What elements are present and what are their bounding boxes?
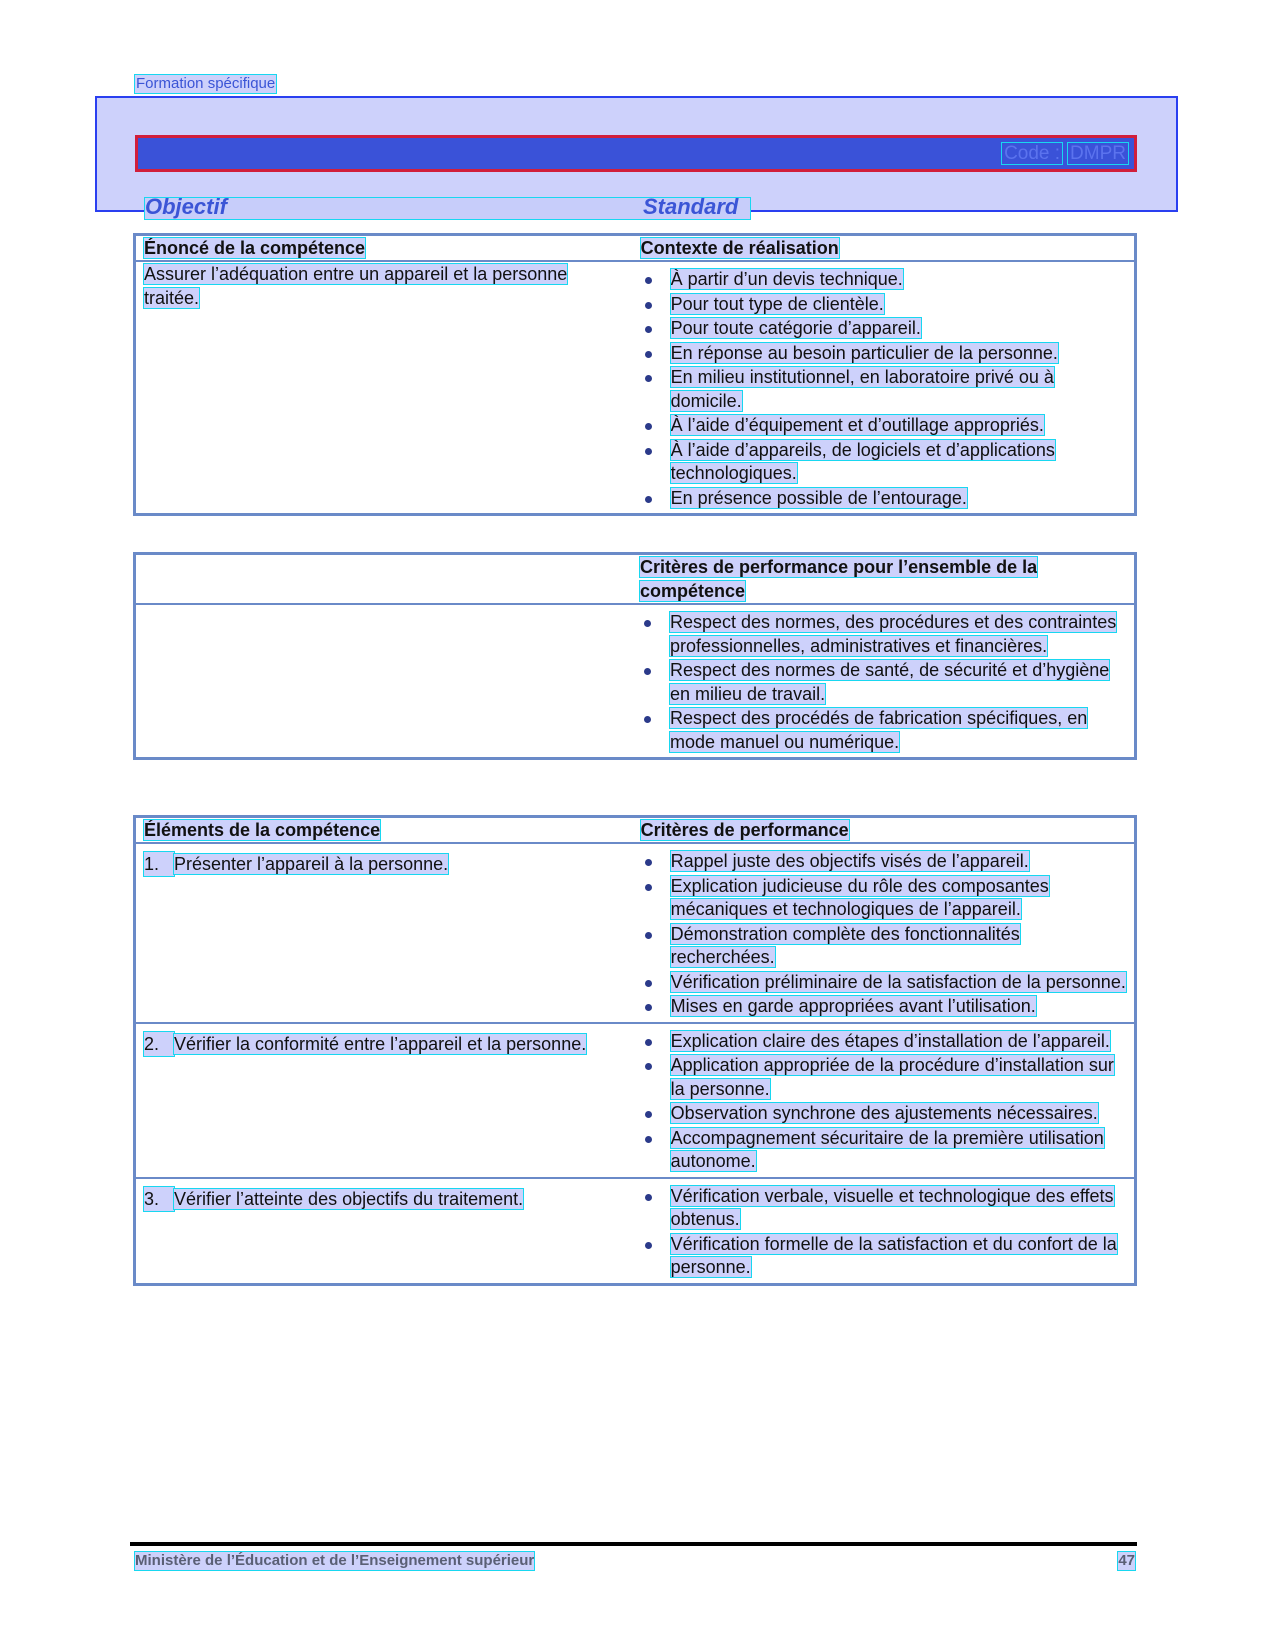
element-2-criteria <box>641 1024 1126 1177</box>
list-item: En présence possible de l’entourage. <box>641 487 1126 511</box>
bullet-icon <box>645 980 652 987</box>
list-item: Respect des normes de santé, de sécurité et d’hygiène en milieu de travail. <box>640 659 1126 706</box>
element-1: 1. Présenter l’appareil à la personne. <box>144 854 449 874</box>
bullet-icon <box>645 326 652 333</box>
standard-heading: Standard <box>643 194 739 219</box>
footer-publisher: Ministère de l’Éducation et de l’Enseignement supérieur <box>135 1552 535 1569</box>
bullet-icon <box>645 932 652 939</box>
bullet-icon <box>645 351 652 358</box>
bullet-icon <box>645 277 652 284</box>
bullet-icon <box>645 859 652 866</box>
competency-statement: Assurer l’adéquation entre un appareil et la personne traitée. <box>144 264 568 308</box>
global-criteria-table <box>133 552 1137 760</box>
list-item: Vérification préliminaire de la satisfaction de la personne. <box>641 971 1126 995</box>
competency-table <box>133 233 1137 516</box>
list-item: Accompagnement sécuritaire de la première utilisation autonome. <box>641 1127 1126 1174</box>
global-criteria-header: Critères de performance pour l’ensemble de la compétence <box>640 557 1038 601</box>
code-label: Code : <box>1004 143 1061 164</box>
bullet-icon <box>645 496 652 503</box>
global-criteria-list <box>640 605 1126 757</box>
table-row <box>135 604 1136 759</box>
list-item: Explication judicieuse du rôle des composantes mécaniques et technologiques de l’appareil. <box>641 875 1126 922</box>
bullet-icon <box>645 302 652 309</box>
bullet-icon <box>644 620 651 627</box>
list-item: Observation synchrone des ajustements nécessaires. <box>641 1102 1126 1126</box>
bullet-icon <box>645 1039 652 1046</box>
list-item: Explication claire des étapes d’installation de l’appareil. <box>641 1030 1126 1054</box>
bullet-icon <box>645 1063 652 1070</box>
list-item: Démonstration complète des fonctionnalités recherchées. <box>641 923 1126 970</box>
bullet-icon <box>645 1242 652 1249</box>
list-item: Respect des procédés de fabrication spécifiques, en mode manuel ou numérique. <box>640 707 1126 754</box>
bullet-icon <box>645 448 652 455</box>
footer-rule <box>130 1542 1137 1546</box>
bullet-icon <box>644 716 651 723</box>
table-row <box>135 1178 1136 1285</box>
list-item: Mises en garde appropriées avant l’utilisation. <box>641 995 1126 1019</box>
list-item: Application appropriée de la procédure d’installation sur la personne. <box>641 1054 1126 1101</box>
bullet-icon <box>645 1111 652 1118</box>
element-1-criteria <box>641 844 1126 1022</box>
table-header-row <box>135 235 1136 262</box>
list-item: Vérification formelle de la satisfaction et du confort de la personne. <box>641 1233 1126 1280</box>
bullet-icon <box>645 1194 652 1201</box>
statement-header: Énoncé de la compétence <box>144 238 366 258</box>
element-3: 3. Vérifier l’atteinte des objectifs du traitement. <box>144 1188 524 1209</box>
table-header-row <box>135 817 1136 844</box>
context-list <box>641 262 1126 513</box>
table-header-row <box>135 554 1136 605</box>
page-number: 47 <box>1118 1552 1135 1569</box>
list-item: À l’aide d’appareils, de logiciels et d’applications technologiques. <box>641 439 1126 486</box>
list-item: Vérification verbale, visuelle et technologique des effets obtenus. <box>641 1185 1126 1232</box>
bullet-icon <box>645 1004 652 1011</box>
objective-heading: Objectif <box>145 194 227 219</box>
title-bar <box>135 135 1137 172</box>
list-item: En réponse au besoin particulier de la personne. <box>641 342 1126 366</box>
code-group <box>1002 143 1128 164</box>
running-head: Formation spécifique <box>136 75 276 92</box>
list-item: En milieu institutionnel, en laboratoire privé ou à domicile. <box>641 366 1126 413</box>
bullet-icon <box>645 1136 652 1143</box>
list-item: Pour toute catégorie d’appareil. <box>641 317 1126 341</box>
bullet-icon <box>645 375 652 382</box>
table-row <box>135 843 1136 1023</box>
bullet-icon <box>645 884 652 891</box>
bullet-icon <box>644 668 651 675</box>
list-item: À partir d’un devis technique. <box>641 268 1126 292</box>
table-row <box>135 1023 1136 1178</box>
list-item: Rappel juste des objectifs visés de l’appareil. <box>641 850 1126 874</box>
element-3-criteria <box>641 1179 1126 1283</box>
criteria-header: Critères de performance <box>640 820 849 840</box>
elements-header: Éléments de la compétence <box>144 820 381 840</box>
code-value: DMPR <box>1070 143 1126 164</box>
context-header: Contexte de réalisation <box>640 238 839 258</box>
bullet-icon <box>645 423 652 430</box>
table-row <box>135 261 1136 515</box>
elements-table <box>133 815 1137 1286</box>
element-2: 2. Vérifier la conformité entre l’appareil et la personne. <box>144 1033 587 1054</box>
list-item: Respect des normes, des procédures et des contraintes professionnelles, administratives et financières. <box>640 611 1126 658</box>
list-item: À l’aide d’équipement et d’outillage appropriés. <box>641 414 1126 438</box>
list-item: Pour tout type de clientèle. <box>641 293 1126 317</box>
